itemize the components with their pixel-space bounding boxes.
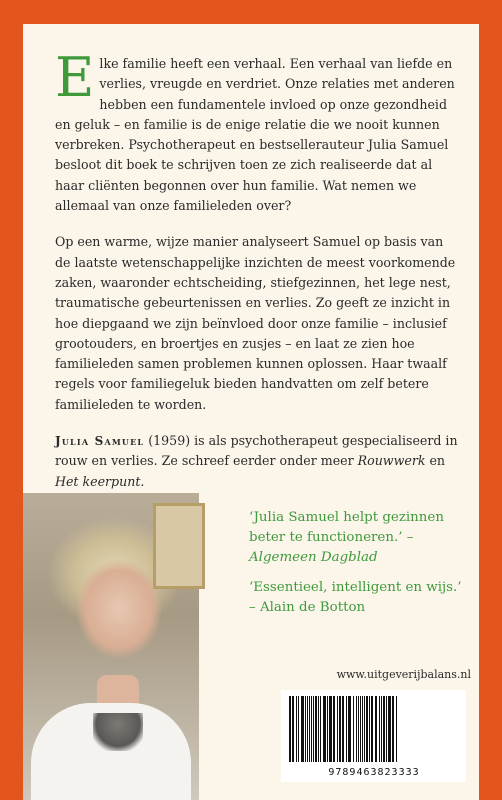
quote-dash: –: [402, 530, 414, 545]
barcode-bar: [292, 696, 294, 762]
drop-cap: E: [55, 46, 95, 109]
isbn-barcode: [281, 690, 466, 782]
barcode-bar: [305, 696, 306, 762]
quote-source: Alain de Botton: [259, 600, 366, 615]
publisher-url: www.uitgeverijbalans.nl: [336, 668, 471, 681]
barcode-bar: [371, 696, 373, 762]
barcode-bar: [301, 696, 304, 762]
author-bio: [55, 431, 459, 492]
barcode-bar: [318, 696, 319, 762]
quote-source: Algemeen Dagblad: [249, 550, 378, 565]
author-bio-text: (1959) is als psychotherapeut gespecialiseerd in rouw en verlies. Ze schreef eerder onder meer: [55, 433, 458, 469]
author-bio-end: .: [140, 473, 145, 489]
barcode-bar: [392, 696, 394, 762]
barcode-bar: [356, 696, 357, 762]
quote-text: ‘Julia Samuel helpt gezinnen beter te functioneren.’: [249, 510, 444, 545]
barcode-bar: [315, 696, 317, 762]
book-title-rouwwerk: Rouwwerk: [357, 453, 426, 469]
barcode-bar: [298, 696, 299, 762]
blurb-paragraph-2: Op een warme, wijze manier analyseert Samuel op basis van de laatste wetenschappelijke inzichten de meest voorkomende zaken, waaronder echtscheiding, stiefgezinnen, het lege nest, traumatische gebeurtenissen en verlies. Zo geeft ze inzicht in hoe diepgaand we zijn beïnvloed door onze familie – inclusief grootouders, en broertjes en zusjes – en laat ze zien hoe familieleden samen problemen kunnen oplossen. Haar twaalf regels voor familiegeluk bieden handvatten om zelf betere familieleden te worden.: [55, 234, 456, 412]
barcode-bar: [362, 696, 363, 762]
review-quotes: [249, 508, 469, 628]
barcode-bar: [323, 696, 326, 762]
barcode-bar: [346, 696, 347, 762]
blurb-text: [55, 46, 459, 492]
barcode-bar: [327, 696, 328, 762]
blurb-paragraph-1-text: lke familie heeft een verhaal. Een verhaal van liefde en verlies, vreugde en verdriet. Onze relaties met anderen hebben een fundamentele invloed op onze gezondheid en geluk – en familie is de enige relatie die we nooit kunnen verbreken. Psychotherapeut en bestsellerauteur Julia Samuel besloot dit boek te schrijven toen ze zich realiseerde dat al haar cliënten begonnen over hun familie. Wat nemen we allemaal van onze familieleden over?: [55, 56, 455, 214]
cream-panel: [23, 24, 479, 800]
barcode-bar: [307, 696, 308, 762]
barcode-bar: [379, 696, 380, 762]
author-bio-conjunction: en: [425, 453, 446, 469]
barcode-bar: [313, 696, 314, 762]
barcode-bar: [311, 696, 312, 762]
barcode-bars: [287, 696, 461, 762]
quote-dash: –: [249, 600, 260, 615]
barcode-bar: [333, 696, 335, 762]
barcode-bar: [329, 696, 332, 762]
barcode-bar: [358, 696, 359, 762]
review-quote-2: [249, 578, 469, 618]
barcode-bar: [342, 696, 344, 762]
barcode-bar: [383, 696, 385, 762]
blurb-paragraph-1: [55, 46, 459, 216]
review-quote-1: [249, 508, 469, 568]
barcode-bar: [396, 696, 397, 762]
barcode-bar: [296, 696, 297, 762]
barcode-bar: [364, 696, 365, 762]
barcode-bar: [339, 696, 341, 762]
barcode-bar: [360, 696, 361, 762]
barcode-bar: [337, 696, 338, 762]
photo-background-frame: [153, 503, 205, 589]
quote-text: ‘Essentieel, intelligent en wijs.’: [249, 580, 462, 595]
author-name: Julia Samuel: [55, 434, 145, 449]
photo-necklace: [93, 713, 143, 751]
barcode-bar: [369, 696, 370, 762]
barcode-bar: [388, 696, 391, 762]
barcode-bar: [289, 696, 291, 762]
barcode-bar: [366, 696, 368, 762]
barcode-bar: [320, 696, 321, 762]
book-title-keerpunt: Het keerpunt: [55, 473, 141, 489]
barcode-bar: [386, 696, 387, 762]
barcode-bar: [381, 696, 382, 762]
author-photo: [23, 493, 199, 800]
isbn-digits: 9789463823333: [328, 767, 420, 778]
barcode-bar: [348, 696, 351, 762]
barcode-bar: [353, 696, 354, 762]
barcode-bar: [309, 696, 310, 762]
barcode-bar: [375, 696, 377, 762]
